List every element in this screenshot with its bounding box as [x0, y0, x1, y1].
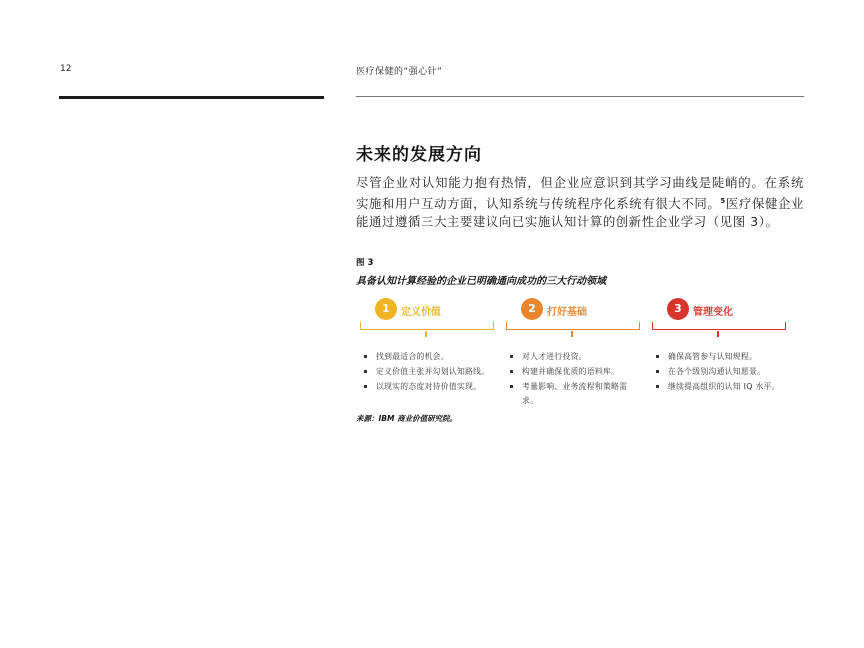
list-item: 考量影响、业务流程和策略需求。 — [508, 380, 640, 408]
page-number: 12 — [60, 64, 72, 74]
action-area-manage-change — [648, 298, 786, 391]
area-title: 管理变化 — [693, 307, 733, 318]
body-text-part1: 尽管企业对认知能力抱有热情，但企业应意识到其学习曲线是陡峭的。在系统实施和用户互动方面，认知系统与传统程序化系统有很大不同。 — [356, 175, 804, 212]
area-number-badge: 2 — [521, 298, 543, 320]
section-title: 未来的发展方向 — [356, 145, 482, 165]
list-item: 定义价值主张并勾划认知路线。 — [362, 365, 494, 379]
right-divider — [356, 96, 804, 97]
running-header: 医疗保健的“强心针” — [356, 67, 443, 77]
list-item: 对人才进行投资。 — [508, 350, 640, 364]
area-title: 定义价值 — [401, 307, 441, 318]
action-area-define-value — [356, 298, 494, 391]
area-number-badge: 3 — [667, 298, 689, 320]
list-item: 在各个级别沟通认知愿景。 — [654, 365, 786, 379]
area-item-list — [654, 350, 786, 395]
area-item-list — [508, 350, 640, 409]
footnote-marker: 5 — [720, 197, 726, 205]
area-bracket-tick — [571, 331, 573, 337]
list-item: 以现实的态度对待价值实现。 — [362, 380, 494, 394]
list-item: 确保高管参与认知规程。 — [654, 350, 786, 364]
action-area-build-foundation — [502, 298, 640, 405]
figure-title: 具备认知计算经验的企业已明确通向成功的三大行动领域 — [356, 276, 606, 287]
list-item: 找到最适合的机会。 — [362, 350, 494, 364]
area-bracket — [652, 322, 786, 330]
list-item: 构建并确保优质的语料库。 — [508, 365, 640, 379]
body-text-part2: 医疗保健企业能通过遵循三大主要建议向已实施认知计算的创新性企业学习（见图 3）。 — [356, 196, 804, 230]
area-bracket-tick — [425, 331, 427, 337]
area-item-list — [362, 350, 494, 395]
body-paragraph — [356, 174, 804, 231]
list-item: 继续提高组织的认知 IQ 水平。 — [654, 380, 786, 394]
area-bracket — [506, 322, 640, 330]
figure-source: 来源：IBM 商业价值研究院。 — [356, 414, 458, 423]
area-bracket — [360, 322, 494, 330]
left-divider — [59, 96, 324, 99]
area-bracket-tick — [717, 331, 719, 337]
figure-label: 图 3 — [356, 258, 374, 268]
area-title: 打好基础 — [547, 307, 587, 318]
area-number-badge: 1 — [375, 298, 397, 320]
